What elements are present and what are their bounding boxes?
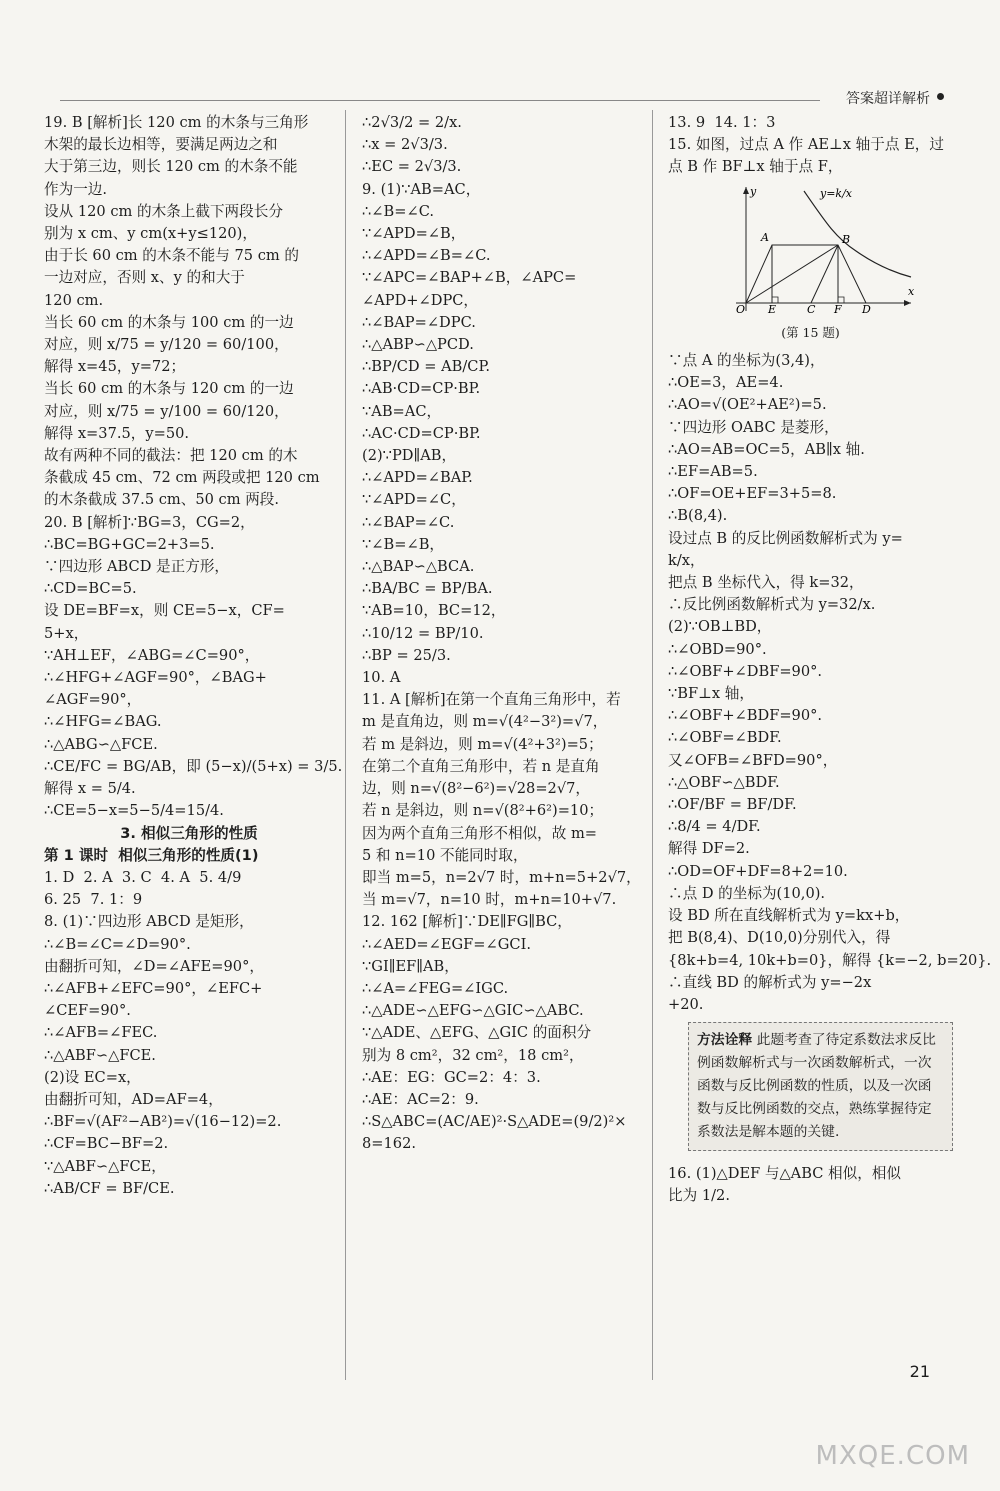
col2-line: ∵∠B=∠B， — [362, 535, 445, 553]
col3_bottom-line: 把 B(8,4)、D(10,0)分别代入，得 — [668, 929, 891, 947]
col2-line: ∵AB=10，BC=12， — [362, 602, 506, 620]
col1-line: ∠CEF=90°. — [44, 1002, 131, 1020]
col1-line: ∴AB/CF = BF/CE. — [44, 1179, 175, 1197]
col1-line: ∴∠B=∠C=∠D=90°. — [44, 935, 191, 953]
col1-line: 作为一边. — [44, 180, 108, 198]
col2-line: ∴x = 2√3/3. — [362, 136, 448, 154]
col2-line: 12. 162 [解析]∵DE∥FG∥BC， — [362, 913, 572, 931]
col2-line: 5 和 n=10 不能同时取， — [362, 846, 528, 864]
col2-line: 即当 m=5，n=2√7 时，m+n=5+2√7， — [362, 868, 641, 886]
col1-line: 的木条截成 37.5 cm、50 cm 两段. — [44, 491, 280, 509]
column-divider-2 — [652, 110, 653, 1380]
watermark: MXQE.COM — [815, 1441, 970, 1471]
col1-line: ∴CE/FC = BG/AB，即 (5−x)/(5+x) = 3/5. — [44, 757, 343, 775]
col2-line: ∵∠APD=∠C， — [362, 491, 466, 509]
col3_bottom-line: ∴直线 BD 的解析式为 y=−2x — [668, 973, 872, 991]
col2-line: ∴∠B=∠C. — [362, 202, 434, 220]
col3_bottom-line: 又∠OFB=∠BFD=90°， — [668, 751, 838, 769]
col3-end-lines — [668, 1163, 953, 1207]
col1-line: ∴∠HFG=∠BAG. — [44, 713, 162, 731]
col3_bottom-line: ∵点 A 的坐标为(3,4)， — [668, 352, 825, 370]
col2-line: ∴△BAP∽△BCA. — [362, 558, 475, 576]
method-note-text: 此题考查了待定系数法求反比例函数解析式与一次函数解析式，一次函数与反比例函数的性质，以及一次函数与反比例函数的交点，熟练掌握待定系数法是解本题的关键. — [697, 1032, 936, 1141]
col1-line: ∴BF=√(AF²−AB²)=√(16−12)=2. — [44, 1113, 282, 1131]
col1-line: 当长 60 cm 的木条与 120 cm 的一边 — [44, 380, 294, 398]
col3_bottom-line: 设过点 B 的反比例函数解析式为 y= — [668, 529, 903, 547]
col2-line: ∵∠APC=∠BAP+∠B，∠APC= — [362, 269, 577, 287]
col2-line: ∴AE：AC=2：9. — [362, 1090, 479, 1108]
method-note — [688, 1022, 953, 1151]
fig-label-c: C — [807, 302, 816, 313]
col3_end-line: 16. (1)△DEF 与△ABC 相似，相似 — [668, 1165, 901, 1183]
col2-line: 当 m=√7，n=10 时，m+n=10+√7. — [362, 891, 617, 909]
col1-line: 别为 x cm、y cm(x+y≤120)， — [44, 225, 257, 243]
col1-line: ∴△ABF∽△FCE. — [44, 1046, 156, 1064]
col2-line: ∴BP/CD = AB/CP. — [362, 358, 490, 376]
col3_bottom-line: ∴OD=OF+DF=8+2=10. — [668, 862, 848, 880]
col2-line: ∴BP = 25/3. — [362, 646, 451, 664]
col2-line: ∠APD+∠DPC， — [362, 291, 479, 309]
col2-line: ∴∠BAP=∠C. — [362, 513, 455, 531]
col1-line: ∴CD=BC=5. — [44, 580, 137, 598]
col1-line: ∴CF=BC−BF=2. — [44, 1135, 169, 1153]
col3_bottom-line: (2)∵OB⊥BD， — [668, 618, 772, 636]
col2-line: ∵△ADE、△EFG、△GIC 的面积分 — [362, 1024, 592, 1042]
col2-line: ∵∠APD=∠B， — [362, 225, 466, 243]
figure-15 — [716, 183, 953, 320]
col2-line: ∴AB·CD=CP·BP. — [362, 380, 481, 398]
col1-line: ∴BC=BG+GC=2+3=5. — [44, 535, 215, 553]
col2-line: ∴2√3/2 = 2/x. — [362, 114, 462, 131]
col1-line: ∵四边形 ABCD 是正方形， — [44, 558, 230, 576]
col1-line: 大于第三边，则长 120 cm 的木条不能 — [44, 158, 298, 176]
col3_bottom-line: 设 BD 所在直线解析式为 y=kx+b， — [668, 907, 910, 925]
col1-line: ∴△ABG∽△FCE. — [44, 735, 158, 753]
col1-line: ∴∠HFG+∠AGF=90°，∠BAG+ — [44, 669, 267, 687]
method-note-tag: 方法诠释 — [697, 1032, 753, 1049]
column-divider-1 — [345, 110, 346, 1380]
col1-line: 19. B [解析]长 120 cm 的木条与三角形 — [44, 114, 309, 131]
col3_bottom-line: ∴OF/BF = BF/DF. — [668, 796, 797, 814]
col2-line: ∴∠A=∠FEG=∠IGC. — [362, 979, 509, 997]
col3_bottom-line: k/x， — [668, 551, 705, 569]
col2-line: ∴AE：EG：GC=2：4：3. — [362, 1068, 541, 1086]
col3_bottom-line: ∵四边形 OABC 是菱形， — [668, 418, 839, 436]
col2-line: (2)∵PD∥AB， — [362, 447, 457, 465]
col2-line: 若 n 是斜边，则 n=√(8²+6²)=10； — [362, 802, 604, 820]
col2-line: 8=162. — [362, 1135, 417, 1153]
col3_bottom-line: ∴B(8,4). — [668, 507, 728, 525]
col3_bottom-line: ∴8/4 = 4/DF. — [668, 818, 761, 836]
col2-line: 别为 8 cm²，32 cm²，18 cm²， — [362, 1046, 584, 1064]
col1-line: 对应，则 x/75 = y/120 = 60/100， — [44, 336, 289, 354]
col2-line: 9. (1)∵AB=AC， — [362, 180, 481, 198]
col2-line: ∴EC = 2√3/3. — [362, 158, 462, 176]
col3_end-line: 比为 1/2. — [668, 1187, 730, 1205]
fig-label-d: D — [862, 302, 871, 313]
page-number: 21 — [909, 1362, 930, 1381]
fig-label-a: A — [761, 230, 769, 244]
col1-line: ∴∠AFB+∠EFC=90°，∠EFC+ — [44, 979, 263, 997]
col1-line: 解得 x = 5/4. — [44, 780, 136, 798]
fig-label-b: B — [842, 232, 851, 246]
column-1 — [44, 112, 343, 1200]
col1-line: ∠AGF=90°， — [44, 691, 142, 709]
col1-line: 5+x， — [44, 624, 89, 642]
col3_bottom-line: ∴∠OBF+∠BDF=90°. — [668, 707, 823, 725]
fig-label-o: O — [736, 302, 746, 313]
col3_bottom-line: ∴反比例函数解析式为 y=32/x. — [668, 596, 876, 614]
col3-bottom-lines — [668, 350, 992, 1016]
col3_bottom-line: ∴∠OBF+∠DBF=90°. — [668, 662, 823, 680]
col2-line: ∴∠AED=∠EGF=∠GCI. — [362, 935, 531, 953]
column-2 — [362, 112, 647, 1156]
col1-line: 20. B [解析]∵BG=3，CG=2， — [44, 513, 255, 531]
col2-line: 10. A — [362, 669, 401, 687]
figure-caption: (第 15 题) — [781, 324, 840, 340]
col1-line: 由于长 60 cm 的木条不能与 75 cm 的 — [44, 247, 299, 265]
fig-label-x: x — [908, 284, 915, 298]
col1-line: 木架的最长边相等，要满足两边之和 — [44, 136, 278, 154]
col1-line: 由翻折可知，AD=AF=4， — [44, 1090, 223, 1108]
col1-line: 设 DE=BF=x，则 CE=5−x，CF= — [44, 602, 285, 620]
col3_bottom-line: ∴EF=AB=5. — [668, 463, 758, 481]
col3_bottom-line: +20. — [668, 995, 704, 1013]
col3_bottom-line: ∴△OBF∽△BDF. — [668, 773, 780, 791]
col1-line: 当长 60 cm 的木条与 100 cm 的一边 — [44, 313, 294, 331]
col2-line: ∴∠APD=∠B=∠C. — [362, 247, 491, 265]
col2-line: ∴S△ABC=(AC/AE)²·S△ADE=(9/2)²× — [362, 1113, 627, 1131]
col2-line: 若 m 是斜边，则 m=√(4²+3²)=5； — [362, 735, 603, 753]
col1-line: 3. 相似三角形的性质 — [120, 824, 258, 842]
col3_bottom-line: ∴AO=AB=OC=5，AB∥x 轴. — [668, 440, 865, 458]
fig-label-e: E — [768, 302, 777, 313]
col3_bottom-line: ∴∠OBD=90°. — [668, 640, 767, 658]
col1-line: 故有两种不同的截法：把 120 cm 的木 — [44, 447, 298, 465]
col3_bottom-line: 把点 B 坐标代入，得 k=32， — [668, 574, 864, 592]
col2-line: ∴10/12 = BP/10. — [362, 624, 484, 642]
column-3 — [668, 112, 992, 1208]
col1-line: 设从 120 cm 的木条上截下两段长分 — [44, 202, 283, 220]
col2-line: ∵GI∥EF∥AB， — [362, 957, 459, 975]
fig-label-y: y — [750, 184, 757, 198]
col3_bottom-line: ∴OE=3，AE=4. — [668, 374, 784, 392]
col1-line: 由翻折可知，∠D=∠AFE=90°， — [44, 957, 264, 975]
col1-line: 6. 25 7. 1：9 — [44, 891, 143, 909]
col1-line: 解得 x=45，y=72； — [44, 358, 186, 376]
col1-line: ∴∠AFB=∠FEC. — [44, 1024, 158, 1042]
col1-line: ∵△ABF∽△FCE， — [44, 1157, 166, 1175]
fig-label-f: F — [834, 302, 842, 313]
col1-line: 一边对应，否则 x、y 的和大于 — [44, 269, 245, 287]
col3_bottom-line: ∴AO=√(OE²+AE²)=5. — [668, 396, 827, 414]
col3_bottom-line: {8k+b=4, 10k+b=0}，解得 {k=−2, b=20}. — [668, 951, 992, 969]
col1-line: 条截成 45 cm、72 cm 两段或把 120 cm — [44, 469, 320, 487]
col2-line: ∴∠BAP=∠DPC. — [362, 313, 476, 331]
col3_top-line: 点 B 作 BF⊥x 轴于点 F， — [668, 158, 843, 176]
col1-line: 对应，则 x/75 = y/100 = 60/120， — [44, 402, 289, 420]
col2-line: m 是直角边，则 m=√(4²−3²)=√7， — [362, 713, 608, 731]
col1-line: 第 1 课时 相似三角形的性质(1) — [44, 846, 259, 864]
col1-line: 1. D 2. A 3. C 4. A 5. 4/9 — [44, 868, 242, 886]
col2-line: ∴△ABP∽△PCD. — [362, 336, 474, 354]
col1-line: 8. (1)∵四边形 ABCD 是矩形， — [44, 913, 254, 931]
col1-line: (2)设 EC=x， — [44, 1068, 141, 1086]
col1-line: ∴CE=5−x=5−5/4=15/4. — [44, 802, 224, 820]
col3_bottom-line: ∴∠OBF=∠BDF. — [668, 729, 782, 747]
col3_bottom-line: ∴点 D 的坐标为(10,0). — [668, 884, 826, 902]
header-rule — [60, 100, 820, 101]
col3-top-lines — [668, 112, 953, 179]
col3_top-line: 13. 9 14. 1：3 — [668, 114, 776, 131]
col2-line: ∴△ADE∽△EFG∽△GIC∽△ABC. — [362, 1002, 584, 1020]
col1-line: ∵AH⊥EF，∠ABG=∠C=90°， — [44, 646, 260, 664]
fig-curve-label: y=k/x — [820, 186, 853, 200]
figure-15-diagram — [716, 183, 916, 313]
col3_top-line: 15. 如图，过点 A 作 AE⊥x 轴于点 E，过 — [668, 136, 944, 154]
header-dot — [937, 93, 944, 100]
col2-line: 边，则 n=√(8²−6²)=√28=2√7， — [362, 780, 591, 798]
col2-line: ∵AB=AC， — [362, 402, 442, 420]
header-title: 答案超详解析 — [846, 91, 930, 107]
col2-line: 因为两个直角三角形不相似，故 m= — [362, 824, 598, 842]
col1-line: 120 cm. — [44, 291, 104, 309]
col1-line: 解得 x=37.5，y=50. — [44, 424, 190, 442]
col3_bottom-line: ∴OF=OE+EF=3+5=8. — [668, 485, 837, 503]
col2-line: ∴∠APD=∠BAP. — [362, 469, 473, 487]
col2-line: ∴BA/BC = BP/BA. — [362, 580, 493, 598]
col2-line: ∴AC·CD=CP·BP. — [362, 424, 481, 442]
col3_bottom-line: 解得 DF=2. — [668, 840, 750, 858]
col3_bottom-line: ∵BF⊥x 轴， — [668, 685, 754, 703]
col2-line: 11. A [解析]在第一个直角三角形中，若 — [362, 691, 621, 709]
col2-line: 在第二个直角三角形中，若 n 是直角 — [362, 757, 600, 775]
